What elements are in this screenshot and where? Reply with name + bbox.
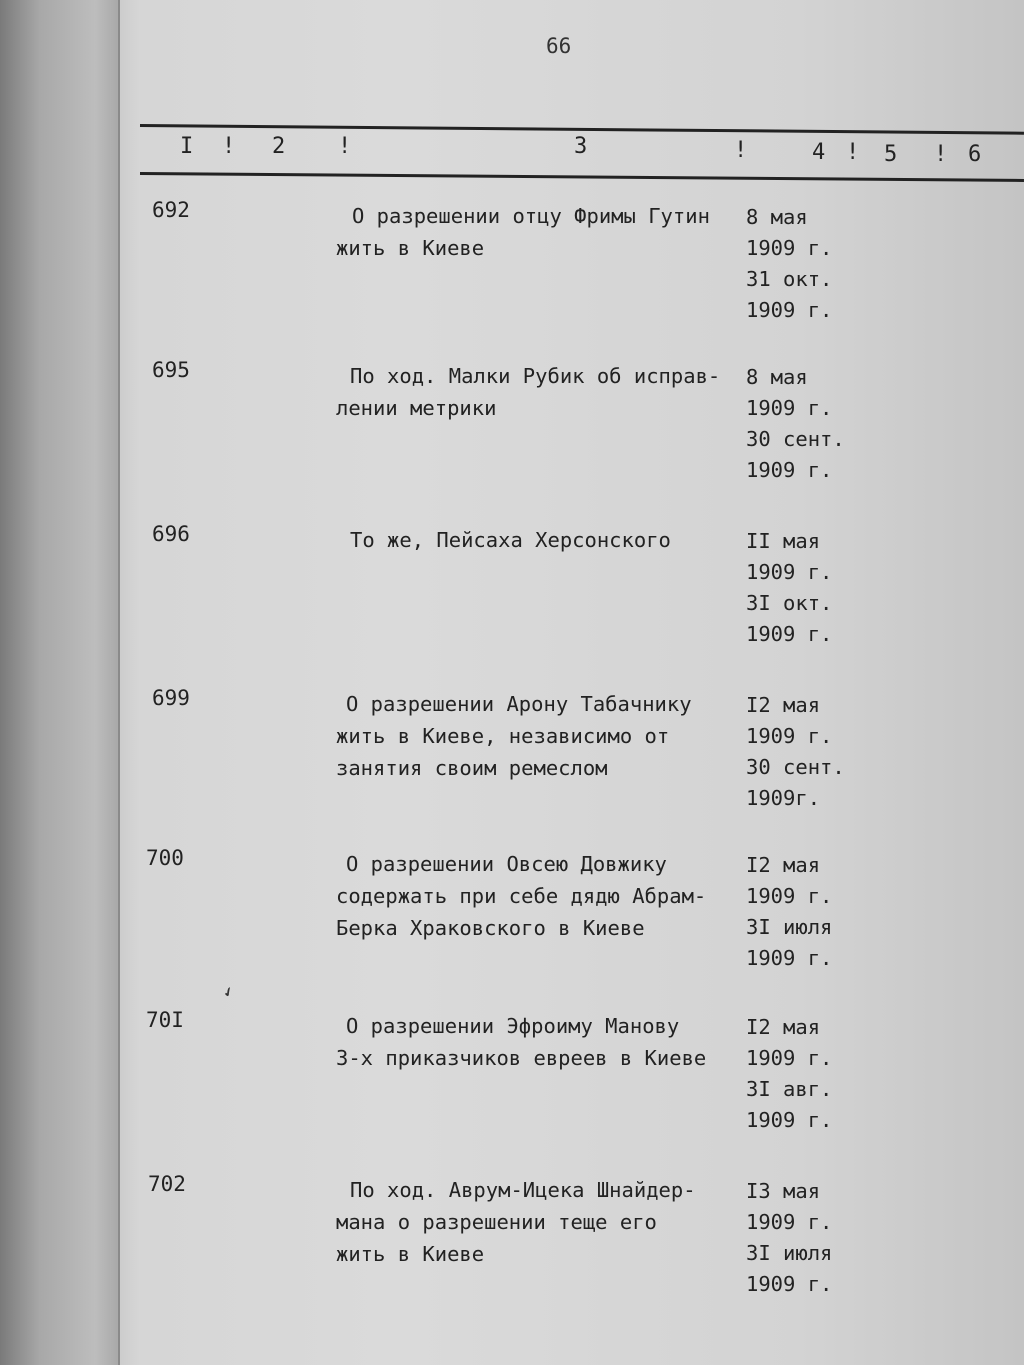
date-line: 1909 г. xyxy=(746,1108,833,1132)
date-line: 1909 г. xyxy=(746,298,833,322)
date-line: 8 мая xyxy=(746,205,808,229)
entry-number: 692 xyxy=(152,198,190,222)
entry-description xyxy=(336,1174,760,1270)
entry-dates xyxy=(746,850,832,974)
column-separator: ! xyxy=(934,142,948,167)
entry-description xyxy=(350,524,760,556)
description-line: занятия своим ремеслом xyxy=(336,756,608,780)
description-line: Берка Храковского в Киеве xyxy=(336,916,645,940)
date-line: 1909 г. xyxy=(746,884,833,908)
date-line: 8 мая xyxy=(746,365,808,389)
date-line: I2 мая xyxy=(746,693,821,717)
description-line: То же, Пейсаха Херсонского xyxy=(350,528,671,552)
description-line: О разрешении Арону Табачнику xyxy=(346,692,692,716)
date-line: 1909 г. xyxy=(746,458,833,482)
entry-number: 699 xyxy=(152,686,190,710)
date-line: 1909 г. xyxy=(746,724,833,748)
date-line: 30 сент. xyxy=(746,427,845,451)
entry-description xyxy=(336,200,762,264)
page-number: 66 xyxy=(546,34,572,58)
date-line: I2 мая xyxy=(746,853,821,877)
description-line: содержать при себе дядю Абрам- xyxy=(336,884,707,908)
column-separator: ! xyxy=(222,134,236,159)
description-line: жить в Киеве, независимо от xyxy=(336,724,670,748)
entry-dates xyxy=(746,526,832,650)
date-line: I3 мая xyxy=(746,1179,821,1203)
description-line: О разрешении отцу Фримы Гутин xyxy=(352,204,710,228)
date-line: I2 мая xyxy=(746,1015,821,1039)
description-line: лении метрики xyxy=(336,396,497,420)
column-header-2: 2 xyxy=(272,134,286,159)
date-line: 30 сент. xyxy=(746,755,845,779)
entry-number: 702 xyxy=(148,1172,186,1196)
date-line: 1909 г. xyxy=(746,236,833,260)
entry-dates xyxy=(746,362,845,486)
ink-mark: ✔ xyxy=(220,982,236,1002)
entry-description xyxy=(336,688,756,784)
date-line: 1909 г. xyxy=(746,622,833,646)
entry-number: 700 xyxy=(146,846,184,870)
entry-description xyxy=(336,360,760,424)
entry-dates xyxy=(746,690,845,814)
date-line: 1909 г. xyxy=(746,1046,833,1070)
entry-number: 70I xyxy=(146,1008,184,1032)
date-line: 3I июля xyxy=(746,1241,833,1265)
column-header-1: I xyxy=(180,134,194,159)
date-line: 1909 г. xyxy=(746,1272,833,1296)
page-gutter xyxy=(0,0,120,1365)
entry-description xyxy=(336,1010,756,1074)
date-line: II мая xyxy=(746,529,821,553)
header-rule-bottom xyxy=(140,172,1024,182)
description-line: 3-х приказчиков евреев в Киеве xyxy=(336,1046,707,1070)
date-line: 1909 г. xyxy=(746,946,833,970)
column-separator: ! xyxy=(846,140,860,165)
description-line: жить в Киеве xyxy=(336,1242,485,1266)
column-header-4: 4 xyxy=(812,140,826,165)
entry-number: 696 xyxy=(152,522,190,546)
date-line: 31 окт. xyxy=(746,267,833,291)
column-header-6: 6 xyxy=(968,142,982,167)
description-line: мана о разрешении теще его xyxy=(336,1210,657,1234)
date-line: 3I окт. xyxy=(746,591,833,615)
description-line: По ход. Аврум-Ицека Шнайдер- xyxy=(350,1178,696,1202)
date-line: 3I авг. xyxy=(746,1077,833,1101)
date-line: 1909 г. xyxy=(746,396,833,420)
description-line: О разрешении Овсею Довжику xyxy=(346,852,667,876)
date-line: 3I июля xyxy=(746,915,833,939)
column-header-5: 5 xyxy=(884,142,898,167)
date-line: 1909г. xyxy=(746,786,821,810)
entry-dates xyxy=(746,1176,832,1300)
date-line: 1909 г. xyxy=(746,1210,833,1234)
column-header-3: 3 xyxy=(574,134,588,159)
description-line: По ход. Малки Рубик об исправ- xyxy=(350,364,721,388)
column-separator: ! xyxy=(338,134,352,159)
description-line: жить в Киеве xyxy=(336,236,485,260)
column-separator: ! xyxy=(734,138,748,163)
date-line: 1909 г. xyxy=(746,560,833,584)
description-line: О разрешении Эфроиму Манову xyxy=(346,1014,680,1038)
entry-description xyxy=(336,848,756,944)
entry-number: 695 xyxy=(152,358,190,382)
entry-dates xyxy=(746,202,832,326)
entry-dates xyxy=(746,1012,832,1136)
